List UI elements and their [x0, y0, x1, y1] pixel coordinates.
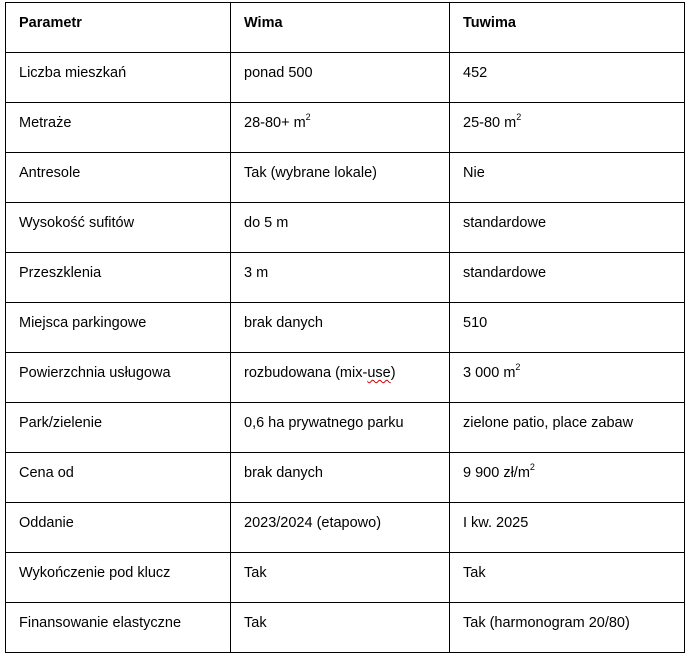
cell-tuwima: Tak — [450, 553, 685, 603]
cell-wima — [231, 353, 450, 403]
cell-text: rozbudowana (mix- — [244, 365, 368, 381]
table-row — [6, 503, 685, 553]
superscript: 2 — [515, 362, 521, 373]
cell-param: Liczba mieszkań — [6, 53, 231, 103]
cell-param: Park/zielenie — [6, 403, 231, 453]
cell-tuwima: Nie — [450, 153, 685, 203]
table-row — [6, 203, 685, 253]
table-header-row — [6, 3, 685, 53]
cell-wima: 3 m — [231, 253, 450, 303]
cell-text: 9 900 zł/m — [463, 465, 530, 481]
table-row — [6, 403, 685, 453]
cell-tuwima: standardowe — [450, 253, 685, 303]
cell-wima: 0,6 ha prywatnego parku — [231, 403, 450, 453]
superscript: 2 — [516, 112, 522, 123]
cell-param: Wykończenie pod klucz — [6, 553, 231, 603]
cell-param: Wysokość sufitów — [6, 203, 231, 253]
table-row — [6, 103, 685, 153]
cell-param: Cena od — [6, 453, 231, 503]
table-row — [6, 603, 685, 653]
cell-wima — [231, 103, 450, 153]
cell-param: Przeszklenia — [6, 253, 231, 303]
cell-param: Antresole — [6, 153, 231, 203]
cell-wima: Tak — [231, 553, 450, 603]
cell-tuwima — [450, 453, 685, 503]
cell-text: ) — [390, 365, 396, 381]
header-tuwima: Tuwima — [450, 3, 685, 53]
cell-tuwima: Tak (harmonogram 20/80) — [450, 603, 685, 653]
table-row — [6, 353, 685, 403]
table-row — [6, 303, 685, 353]
cell-tuwima: I kw. 2025 — [450, 503, 685, 553]
cell-wima: 2023/2024 (etapowo) — [231, 503, 450, 553]
cell-wima: Tak (wybrane lokale) — [231, 153, 450, 203]
cell-param: Miejsca parkingowe — [6, 303, 231, 353]
header-param: Parametr — [6, 3, 231, 53]
header-wima: Wima — [231, 3, 450, 53]
table-row — [6, 153, 685, 203]
cell-wima: do 5 m — [231, 203, 450, 253]
cell-tuwima — [450, 103, 685, 153]
cell-tuwima: standardowe — [450, 203, 685, 253]
cell-wima: brak danych — [231, 303, 450, 353]
table-row — [6, 53, 685, 103]
cell-tuwima: zielone patio, place zabaw — [450, 403, 685, 453]
cell-param: Powierzchnia usługowa — [6, 353, 231, 403]
comparison-table — [5, 2, 685, 653]
superscript: 2 — [305, 112, 311, 123]
cell-tuwima — [450, 353, 685, 403]
table-row — [6, 253, 685, 303]
cell-text: 28-80+ m — [244, 115, 306, 131]
cell-text: 3 000 m — [463, 365, 516, 381]
cell-param: Oddanie — [6, 503, 231, 553]
cell-param: Finansowanie elastyczne — [6, 603, 231, 653]
cell-wima: brak danych — [231, 453, 450, 503]
superscript: 2 — [529, 462, 535, 473]
cell-param: Metraże — [6, 103, 231, 153]
cell-tuwima: 510 — [450, 303, 685, 353]
cell-wima: ponad 500 — [231, 53, 450, 103]
cell-tuwima: 452 — [450, 53, 685, 103]
cell-wima: Tak — [231, 603, 450, 653]
table-row — [6, 453, 685, 503]
cell-text: 25-80 m — [463, 115, 517, 131]
spellcheck-marked-word[interactable]: use — [367, 365, 391, 381]
table-row — [6, 553, 685, 603]
